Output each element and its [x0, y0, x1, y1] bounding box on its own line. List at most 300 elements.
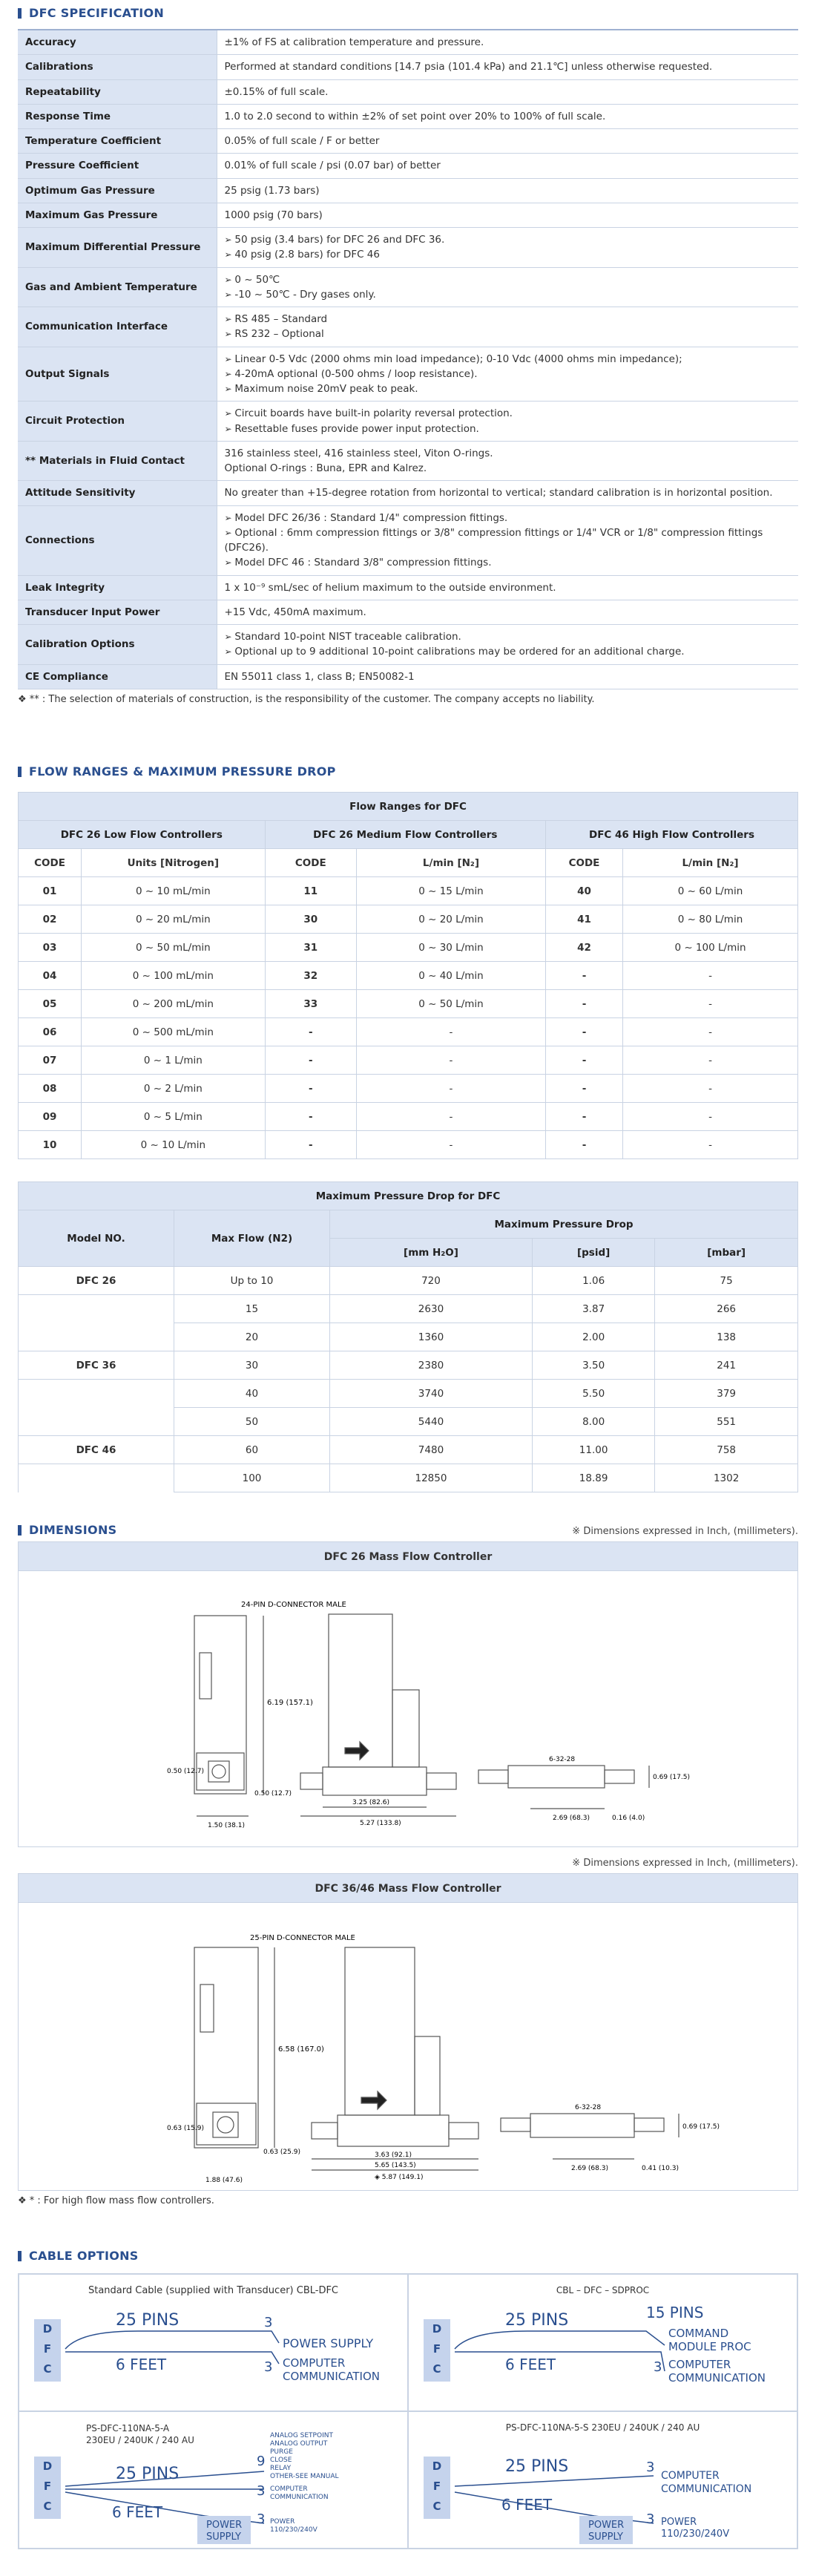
c3-sig3: CLOSE [270, 2457, 292, 2464]
spec-key: Leak Integrity [18, 575, 217, 600]
d2-f: 6-32-28 [575, 2104, 602, 2111]
pd-cell [19, 1408, 174, 1436]
flow-cell: - [265, 1131, 356, 1159]
pd-cell: 5.50 [532, 1380, 654, 1408]
spec-key: Transducer Input Power [18, 600, 217, 624]
pd-cell: 5440 [330, 1408, 533, 1436]
c4-cc: COMPUTER [661, 2470, 720, 2482]
spec-bullet: ➢ Model DFC 26/36 : Standard 1/4" compression fittings. [225, 511, 792, 525]
c4-pw: POWER [661, 2517, 697, 2528]
flow-cell: 40 [546, 877, 623, 905]
spec-key: Response Time [18, 104, 217, 128]
pd-cell: 60 [174, 1436, 330, 1464]
d1-g: 0.69 (17.5) [653, 1774, 690, 1781]
pd-cell: 379 [655, 1380, 798, 1408]
cable-sdproc [408, 2274, 797, 2411]
flow-row [19, 1131, 798, 1159]
c2-dfc: D F C [424, 2319, 450, 2382]
pd-cell [19, 1323, 174, 1351]
spec-value [217, 481, 798, 505]
d2-conn: 25-PIN D-CONNECTOR MALE [250, 1934, 355, 1942]
flow-cell: 0 ~ 1 L/min [82, 1046, 265, 1075]
spec-key: Output Signals [18, 347, 217, 402]
pd-cell: 15 [174, 1295, 330, 1323]
flow-cell: 0 ~ 200 mL/min [82, 990, 265, 1018]
spec-bullet: ➢ RS 232 – Optional [225, 327, 792, 341]
spec-bullet: ➢ RS 485 – Standard [225, 312, 792, 327]
d2-e: 5.65 (143.5) [375, 2162, 416, 2169]
pd-cell: DFC 46 [19, 1436, 174, 1464]
d1-f: 6-32-28 [549, 1756, 576, 1763]
flow-cell: - [265, 1046, 356, 1075]
spec-text: +15 Vdc, 450mA maximum. [224, 606, 366, 618]
spec-row [18, 79, 798, 104]
d2-c: 1.88 (47.6) [205, 2177, 243, 2184]
c3-n2: 3 [257, 2483, 266, 2499]
flow-cell: 10 [19, 1131, 82, 1159]
spec-value [217, 664, 798, 689]
d2-d: 3.63 (92.1) [375, 2151, 412, 2159]
spec-value [217, 575, 798, 600]
spec-text: 316 stainless steel, 416 stainless steel, Viton O-rings. [224, 447, 493, 459]
flow-cell: 0 ~ 100 L/min [623, 934, 798, 962]
pd-cell: 1302 [655, 1464, 798, 1492]
spec-text: ±0.15% of full scale. [224, 85, 329, 98]
flow-cell: - [356, 1131, 545, 1159]
c3-sig1: ANALOG OUTPUT [270, 2440, 328, 2448]
flow-cell: 0 ~ 500 mL/min [82, 1018, 265, 1046]
spec-value [217, 441, 798, 481]
flow-cell: - [623, 1018, 798, 1046]
dimensions-section [18, 1523, 798, 2206]
spec-row [18, 154, 798, 178]
spec-bullet: ➢ Maximum noise 20mV peak to peak. [225, 381, 792, 396]
flow-cell: 04 [19, 962, 82, 990]
pd-cell: DFC 26 [19, 1267, 174, 1295]
spec-text: 0.01% of full scale / psi (0.07 bar) of better [224, 160, 441, 172]
pd-cell: 2.00 [532, 1323, 654, 1351]
d2-e2: ◈ 5.87 (149.1) [375, 2174, 424, 2181]
c1-n2: 3 [264, 2359, 273, 2375]
spec-row [18, 575, 798, 600]
c2-top: 15 PINS [646, 2304, 704, 2321]
flow-row [19, 905, 798, 934]
flow-cell: - [265, 1103, 356, 1131]
flow-cell: 0 ~ 15 L/min [356, 877, 545, 905]
spec-value [217, 104, 798, 128]
flow-cell: 0 ~ 30 L/min [356, 934, 545, 962]
group-high: DFC 46 High Flow Controllers [546, 821, 798, 849]
spec-value [217, 347, 798, 402]
pd-row [19, 1295, 798, 1323]
pressure-drop-table [18, 1182, 798, 1492]
spec-value [217, 625, 798, 665]
flow-cell: - [356, 1018, 545, 1046]
spec-text: No greater than +15-degree rotation from horizontal to vertical; standard calibration is in horizontal position. [224, 487, 773, 499]
pd-cell: 3.50 [532, 1351, 654, 1380]
spec-value [217, 307, 798, 347]
c4-wiring [409, 2412, 797, 2549]
c2-o4: COMMUNICATION [668, 2371, 766, 2385]
flow-cell: - [546, 1131, 623, 1159]
flow-row [19, 934, 798, 962]
flow-row [19, 1075, 798, 1103]
flow-cell: 42 [546, 934, 623, 962]
flow-cell: - [623, 962, 798, 990]
flow-cell: - [623, 990, 798, 1018]
c3-ps: POWER [206, 2520, 243, 2531]
spec-text: ±1% of FS at calibration temperature and pressure. [224, 36, 484, 48]
pd-cell: 266 [655, 1295, 798, 1323]
spec-key: Accuracy [18, 30, 217, 55]
spec-row [18, 441, 798, 481]
flow-col-head: CODE [265, 849, 356, 877]
pd-row [19, 1380, 798, 1408]
spec-bullet: ➢ 0 ~ 50℃ [225, 272, 792, 287]
dim-note-1: ※ Dimensions expressed in Inch, (millimeters). [572, 1526, 798, 1537]
spec-table [18, 29, 798, 689]
flow-cell: 31 [265, 934, 356, 962]
flow-cell: 03 [19, 934, 82, 962]
c3-pins: 25 PINS [116, 2465, 180, 2483]
pd-cell: 100 [174, 1464, 330, 1492]
c1-title: Standard Cable (supplied with Transducer) CBL-DFC [88, 2285, 339, 2296]
flow-cell: - [546, 990, 623, 1018]
flow-cell: - [546, 1046, 623, 1075]
d1-d: 3.25 (82.6) [352, 1799, 389, 1806]
c2-o1: COMMAND [668, 2327, 729, 2340]
flow-cell: - [623, 1103, 798, 1131]
d1-j: 0.16 (4.0) [612, 1815, 645, 1822]
spec-text: 1000 psig (70 bars) [224, 209, 323, 221]
flow-cell: 07 [19, 1046, 82, 1075]
c2-n2: 3 [654, 2359, 662, 2375]
spec-key: Calibration Options [18, 625, 217, 665]
pd-cell: Up to 10 [174, 1267, 330, 1295]
flow-col-head: L/min [N₂] [623, 849, 798, 877]
c3-dfc: D F C [34, 2457, 61, 2519]
spec-bullet: ➢ 40 psig (2.8 bars) for DFC 46 [225, 247, 792, 262]
c3-cc: COMPUTER [270, 2485, 308, 2493]
spec-key: Gas and Ambient Temperature [18, 267, 217, 307]
spec-key: Circuit Protection [18, 402, 217, 442]
c1-wiring [19, 2275, 408, 2412]
pd-row [19, 1323, 798, 1351]
c1-pins: 25 PINS [116, 2311, 180, 2330]
dim-heading: DIMENSIONS [18, 1523, 116, 1537]
c3-sig4: RELAY [270, 2465, 292, 2472]
spec-bullet: ➢ Model DFC 46 : Standard 3/8" compression fittings. [225, 555, 792, 570]
d2-a: 0.63 (15.9) [167, 2125, 204, 2132]
spec-bullet: ➢ Optional : 6mm compression fittings or 3/8" compression fittings or 1/4" VCR or 1/8" compression fittings (DFC26). [225, 525, 792, 556]
spec-value [217, 228, 798, 268]
cable-ps-s [408, 2411, 797, 2549]
d1-e: 5.27 (133.8) [360, 1820, 401, 1827]
c4-pins: 25 PINS [505, 2457, 569, 2476]
pd-row [19, 1464, 798, 1492]
flow-row [19, 962, 798, 990]
spec-row [18, 129, 798, 154]
spec-bullet: ➢ 4-20mA optional (0-500 ohms / loop resistance). [225, 367, 792, 381]
c3-sig0: ANALOG SETPOINT [270, 2432, 333, 2439]
c2-wiring [409, 2275, 797, 2412]
c4-ps2: SUPPLY [588, 2531, 623, 2543]
pd-cell: 2380 [330, 1351, 533, 1380]
flow-cell: 0 ~ 100 mL/min [82, 962, 265, 990]
c4-cc2: COMMUNICATION [661, 2483, 752, 2495]
flow-cell: 0 ~ 10 L/min [82, 1131, 265, 1159]
spec-key: Maximum Differential Pressure [18, 228, 217, 268]
c3-sig2: PURGE [270, 2448, 293, 2456]
spec-row [18, 178, 798, 203]
flow-cell: 08 [19, 1075, 82, 1103]
pd-cell: 720 [330, 1267, 533, 1295]
pd-cell: 75 [655, 1267, 798, 1295]
dim-title-1: DFC 26 Mass Flow Controller [18, 1541, 798, 1571]
pd-mpd-head: Maximum Pressure Drop [330, 1210, 798, 1239]
cable-section [18, 2249, 798, 2549]
cable-heading: CABLE OPTIONS [18, 2249, 798, 2263]
spec-bullet: ➢ Optional up to 9 additional 10-point calibrations may be ordered for an additional charge. [225, 644, 792, 659]
dfc36-drawing [18, 1903, 798, 2191]
dfc26-drawing-svg [19, 1571, 799, 1847]
spec-bullet: ➢ Standard 10-point NIST traceable calibration. [225, 629, 792, 644]
d2-g: 0.69 (17.5) [682, 2123, 720, 2131]
flow-cell: - [265, 1075, 356, 1103]
pd-title: Maximum Pressure Drop for DFC [19, 1182, 798, 1210]
flow-col-head: CODE [19, 849, 82, 877]
spec-value [217, 30, 798, 55]
flow-cell: 32 [265, 962, 356, 990]
pd-cell: 138 [655, 1323, 798, 1351]
spec-text: EN 55011 class 1, class B; EN50082-1 [224, 670, 415, 683]
pd-unit-mmh2o: [mm H₂O] [330, 1239, 533, 1267]
flow-cell: 41 [546, 905, 623, 934]
spec-value [217, 505, 798, 575]
flow-cell: - [356, 1103, 545, 1131]
c1-o3: COMMUNICATION [283, 2370, 380, 2383]
pd-cell: 3.87 [532, 1295, 654, 1323]
pd-cell: 1.06 [532, 1267, 654, 1295]
cable-ps-a [19, 2411, 408, 2549]
c3-ps2: SUPPLY [206, 2531, 241, 2543]
pd-cell: 18.89 [532, 1464, 654, 1492]
d2-b: 0.63 (25.9) [263, 2149, 300, 2156]
flow-cell: 0 ~ 5 L/min [82, 1103, 265, 1131]
spec-bullet: ➢ Resettable fuses provide power input protection. [225, 422, 792, 436]
spec-key: Calibrations [18, 55, 217, 79]
flow-heading: FLOW RANGES & MAXIMUM PRESSURE DROP [18, 764, 798, 779]
group-medium: DFC 26 Medium Flow Controllers [265, 821, 545, 849]
d2-j: 0.41 (10.3) [642, 2165, 679, 2172]
flow-cell: 33 [265, 990, 356, 1018]
pd-cell [19, 1464, 174, 1492]
c2-o3: COMPUTER [668, 2358, 731, 2371]
c3-sig5: OTHER-SEE MANUAL [270, 2473, 339, 2480]
cable-standard [19, 2274, 408, 2411]
spec-key: Connections [18, 505, 217, 575]
spec-row [18, 228, 798, 268]
c4-dfc: D F C [424, 2457, 450, 2519]
c3-pw2: 110/230/240V [270, 2526, 317, 2534]
spec-row [18, 267, 798, 307]
c4-n2: 3 [646, 2511, 655, 2527]
flow-row [19, 990, 798, 1018]
pd-cell: 20 [174, 1323, 330, 1351]
d1-h: 6.19 (157.1) [267, 1699, 313, 1707]
flow-row [19, 1046, 798, 1075]
flow-row [19, 1018, 798, 1046]
flow-cell: 30 [265, 905, 356, 934]
pd-cell: 2630 [330, 1295, 533, 1323]
dfc26-drawing [18, 1571, 798, 1847]
flow-cell: - [623, 1075, 798, 1103]
pd-cell: DFC 36 [19, 1351, 174, 1380]
pd-cell: 551 [655, 1408, 798, 1436]
pd-cell: 758 [655, 1436, 798, 1464]
flow-cell: - [265, 1018, 356, 1046]
flow-cell: 0 ~ 80 L/min [623, 905, 798, 934]
flow-cell: 0 ~ 20 L/min [356, 905, 545, 934]
c1-n1: 3 [264, 2315, 273, 2330]
spec-bullet: ➢ 50 psig (3.4 bars) for DFC 26 and DFC 36. [225, 232, 792, 247]
spec-value [217, 129, 798, 154]
c1-feet: 6 FEET [116, 2356, 167, 2373]
spec-row [18, 481, 798, 505]
spec-value [217, 203, 798, 227]
flow-cell: 0 ~ 20 mL/min [82, 905, 265, 934]
flow-cell: - [546, 1075, 623, 1103]
flow-cell: - [546, 1103, 623, 1131]
spec-text: Performed at standard conditions [14.7 psia (101.4 kPa) and 21.1℃] unless otherwise requested. [224, 61, 713, 73]
dim-note-3: ❖ * : For high flow mass flow controllers. [18, 2195, 214, 2206]
flow-cell: - [623, 1131, 798, 1159]
flow-cell: 09 [19, 1103, 82, 1131]
dfc36-drawing-svg [19, 1903, 799, 2191]
spec-value [217, 178, 798, 203]
pd-cell: 3740 [330, 1380, 533, 1408]
spec-text: 1.0 to 2.0 second to within ±2% of set point over 20% to 100% of full scale. [224, 110, 606, 122]
pd-cell: 50 [174, 1408, 330, 1436]
flow-cell: 0 ~ 50 L/min [356, 990, 545, 1018]
flow-col-head: L/min [N₂] [356, 849, 545, 877]
d2-i: 2.69 (68.3) [571, 2165, 608, 2172]
spec-value [217, 154, 798, 178]
c4-feet: 6 FEET [501, 2496, 553, 2514]
d1-b: 0.50 (12.7) [254, 1790, 292, 1797]
spec-key: Optimum Gas Pressure [18, 178, 217, 203]
c4-title: PS-DFC-110NA-5-S 230EU / 240UK / 240 AU [505, 2422, 700, 2433]
group-low: DFC 26 Low Flow Controllers [19, 821, 266, 849]
c2-feet: 6 FEET [505, 2356, 556, 2373]
spec-row [18, 30, 798, 55]
pd-unit-psid: [psid] [532, 1239, 654, 1267]
spec-value [217, 402, 798, 442]
spec-row [18, 664, 798, 689]
flow-cell: - [546, 962, 623, 990]
spec-value [217, 79, 798, 104]
flow-cell: - [356, 1046, 545, 1075]
c1-o1: POWER SUPPLY [283, 2336, 374, 2350]
pd-cell [19, 1295, 174, 1323]
spec-row [18, 402, 798, 442]
spec-value [217, 267, 798, 307]
flow-row [19, 1103, 798, 1131]
c2-title: CBL – DFC – SDPROC [556, 2285, 650, 2295]
flow-section [18, 764, 798, 1492]
d1-i: 2.69 (68.3) [553, 1815, 590, 1822]
flow-title: Flow Ranges for DFC [19, 793, 798, 821]
spec-key: ** Materials in Fluid Contact [18, 441, 217, 481]
spec-text-2: Optional O-rings : Buna, EPR and Kalrez. [224, 462, 427, 474]
c4-ps: POWER [588, 2520, 625, 2531]
c2-pins: 25 PINS [505, 2311, 569, 2330]
pd-row [19, 1267, 798, 1295]
d1-c: 1.50 (38.1) [208, 1822, 245, 1829]
flow-cell: - [546, 1018, 623, 1046]
flow-cell: - [623, 1046, 798, 1075]
flow-col-head: CODE [546, 849, 623, 877]
pd-cell: 30 [174, 1351, 330, 1380]
flow-range-table [18, 792, 798, 1159]
spec-key: Communication Interface [18, 307, 217, 347]
dim-note-2: ※ Dimensions expressed in Inch, (millimeters). [572, 1858, 798, 1869]
flow-col-head: Units [Nitrogen] [82, 849, 265, 877]
spec-key: Repeatability [18, 79, 217, 104]
spec-key: Attitude Sensitivity [18, 481, 217, 505]
spec-bullet: ➢ Linear 0-5 Vdc (2000 ohms min load impedance); 0-10 Vdc (4000 ohms min impedance); [225, 352, 792, 367]
spec-row [18, 625, 798, 665]
spec-row [18, 55, 798, 79]
c4-n1: 3 [646, 2459, 655, 2475]
c3-cc2: COMMUNICATION [270, 2494, 329, 2501]
pd-cell: 7480 [330, 1436, 533, 1464]
pd-row [19, 1436, 798, 1464]
flow-cell: 02 [19, 905, 82, 934]
flow-cell: 06 [19, 1018, 82, 1046]
pd-model-head: Model NO. [19, 1210, 174, 1267]
c3-wiring [19, 2412, 408, 2549]
spec-text: 25 psig (1.73 bars) [224, 184, 320, 197]
c3-feet: 6 FEET [112, 2503, 163, 2521]
spec-value [217, 600, 798, 624]
spec-key: Pressure Coefficient [18, 154, 217, 178]
pd-cell: 11.00 [532, 1436, 654, 1464]
pd-unit-mbar: [mbar] [655, 1239, 798, 1267]
flow-cell: 11 [265, 877, 356, 905]
d2-h: 6.58 (167.0) [278, 2045, 324, 2054]
flow-cell: - [356, 1075, 545, 1103]
d1-a: 0.50 (12.7) [167, 1768, 204, 1775]
spec-heading: DFC SPECIFICATION [18, 6, 798, 20]
flow-cell: 0 ~ 10 mL/min [82, 877, 265, 905]
spec-value [217, 55, 798, 79]
spec-row [18, 600, 798, 624]
c3-n3: 3 [257, 2511, 266, 2527]
dim-title-2: DFC 36/46 Mass Flow Controller [18, 1873, 798, 1903]
spec-section [18, 6, 798, 705]
flow-cell: 0 ~ 50 mL/min [82, 934, 265, 962]
spec-key: CE Compliance [18, 664, 217, 689]
spec-row [18, 505, 798, 575]
pd-row [19, 1351, 798, 1380]
c4-pw2: 110/230/240V [661, 2529, 730, 2540]
flow-cell: 0 ~ 2 L/min [82, 1075, 265, 1103]
d1-conn: 24-PIN D-CONNECTOR MALE [241, 1601, 346, 1609]
spec-row [18, 347, 798, 402]
c2-o2: MODULE PROC [668, 2340, 751, 2353]
spec-text: 0.05% of full scale / F or better [224, 135, 380, 147]
